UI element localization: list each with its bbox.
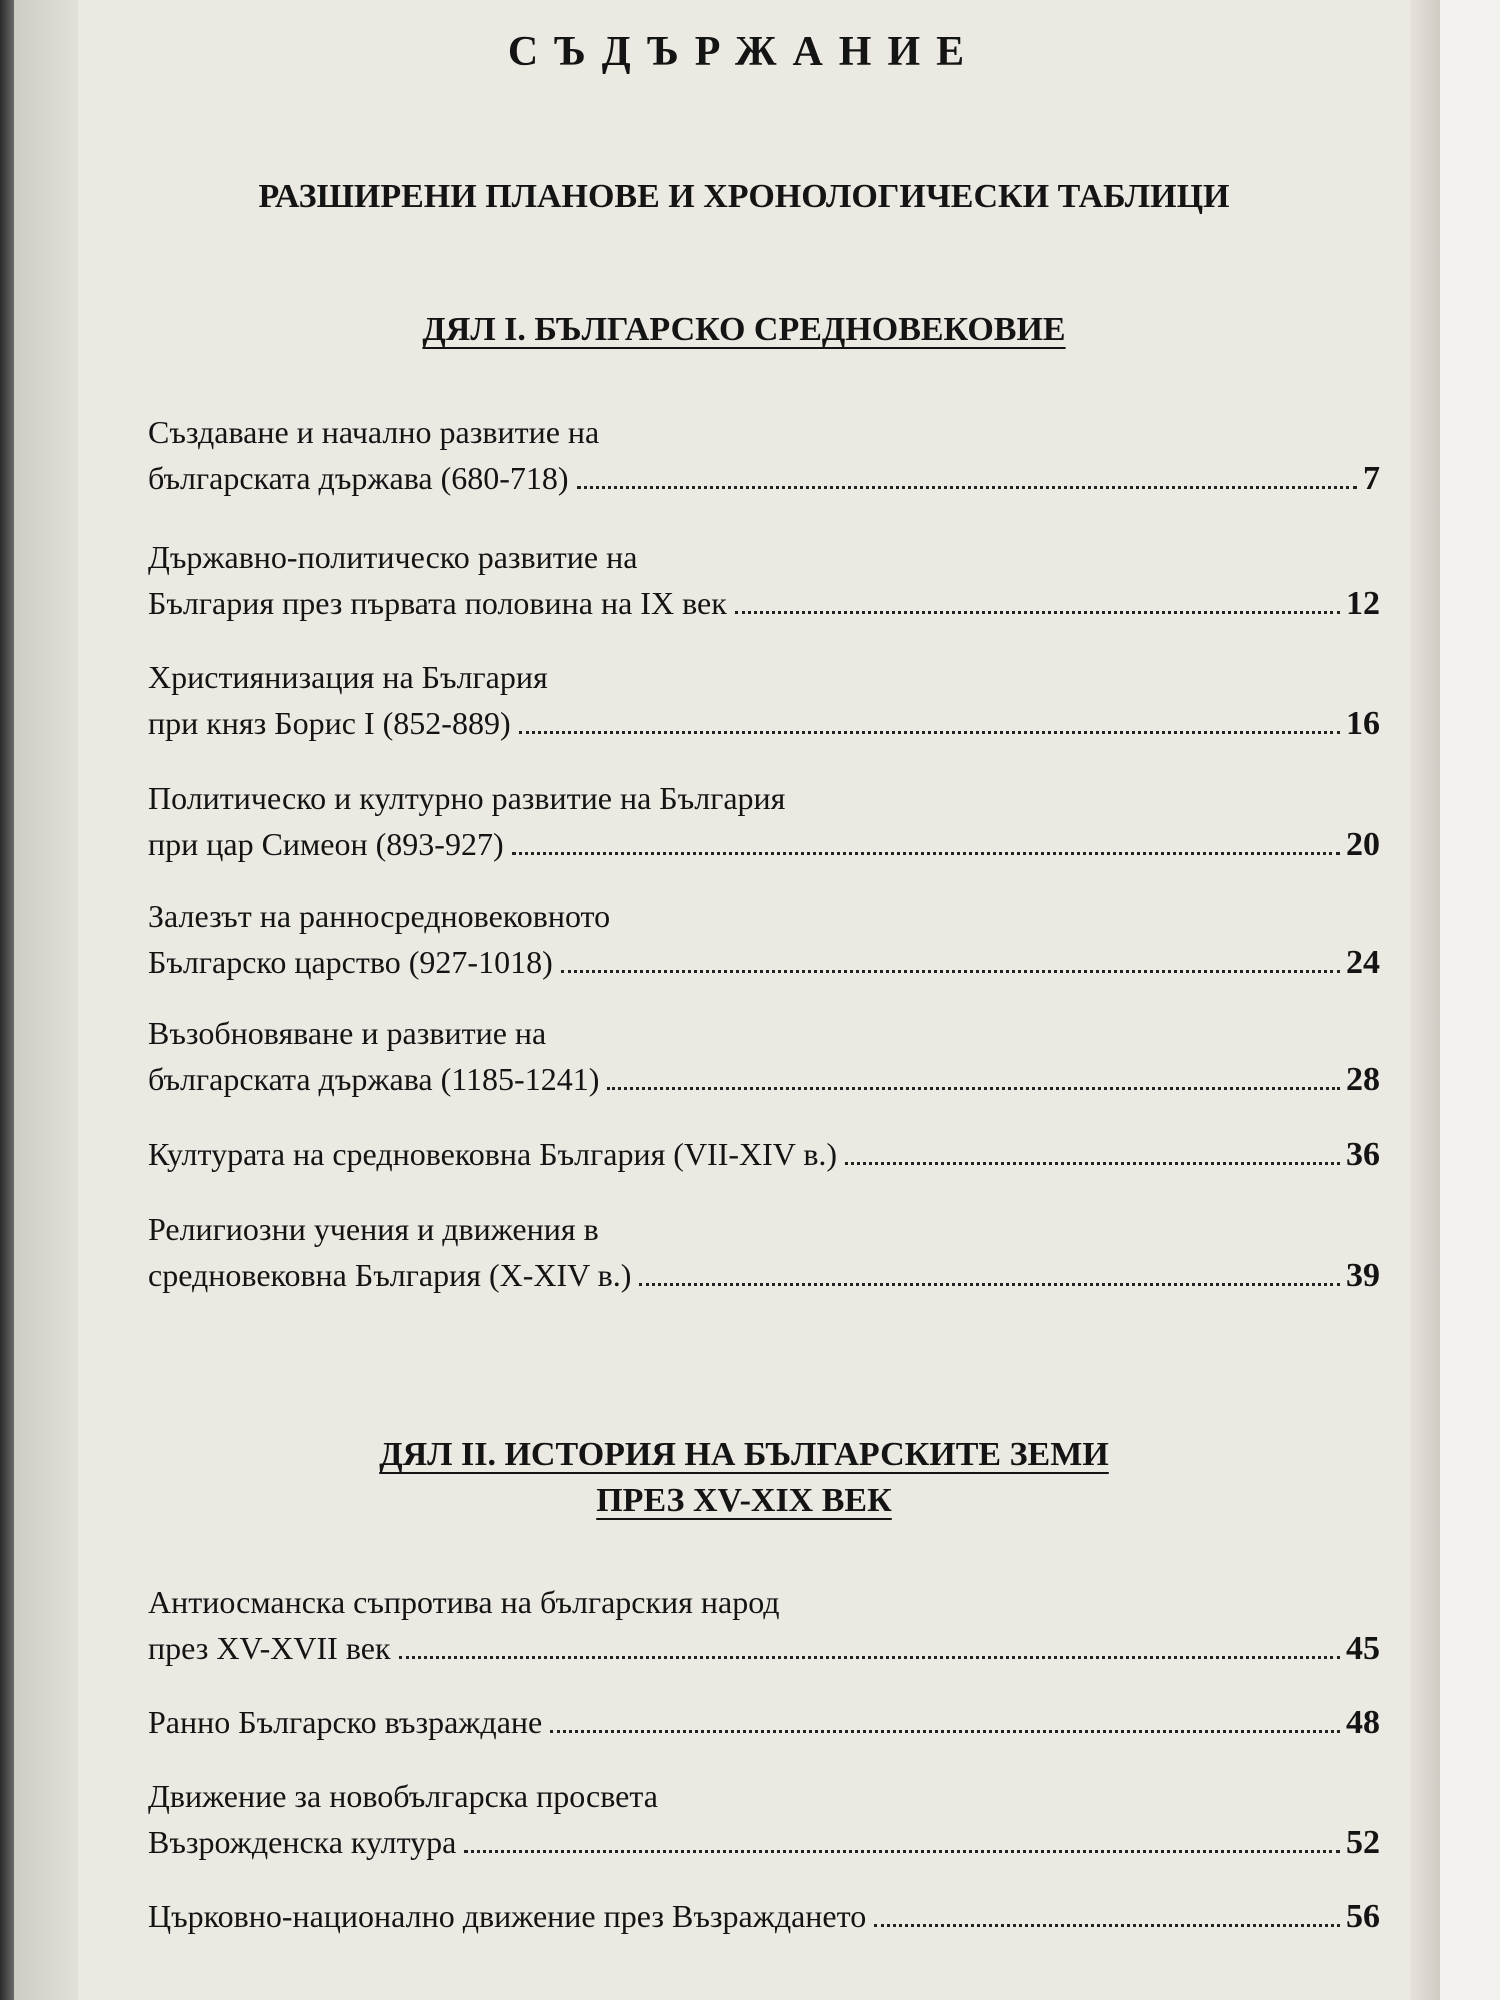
entry-title-line-2: при княз Борис I (852-889) — [148, 705, 511, 741]
entry-title-line-1: Религиозни учения и движения в — [148, 1211, 599, 1247]
book-spine — [0, 0, 14, 2000]
entry-title-line-1: Залезът на ранносредновековното — [148, 898, 611, 934]
facing-page — [1440, 0, 1500, 2000]
entry-title-line-1: Държавно-политическо развитие на — [148, 539, 638, 575]
dot-leader — [577, 486, 1357, 489]
dot-leader — [607, 1087, 1340, 1090]
entry-page-number: 36 — [1346, 1136, 1380, 1173]
entry-title-line-2: през XV-XVII век — [148, 1630, 391, 1666]
dot-leader — [519, 731, 1340, 734]
dot-leader — [512, 852, 1340, 855]
toc-entry[interactable] — [148, 654, 1380, 747]
entry-title-line-2: Културата на средновековна България (VII-XIV в.) — [148, 1136, 838, 1172]
toc-page — [78, 0, 1410, 2000]
dot-leader — [464, 1850, 1340, 1853]
entry-page-number: 12 — [1346, 585, 1380, 622]
entry-page-number: 48 — [1346, 1704, 1380, 1741]
dot-leader — [639, 1283, 1340, 1286]
entry-page-number: 52 — [1346, 1824, 1380, 1861]
section-heading-1-line-1: ДЯЛ I. БЪЛГАРСКО СРЕДНОВЕКОВИЕ — [422, 311, 1066, 348]
previous-page-edge — [14, 0, 78, 2000]
toc-entry[interactable] — [148, 1893, 1380, 1940]
toc-entry[interactable] — [148, 409, 1380, 502]
entry-page-number: 20 — [1346, 826, 1380, 863]
section-heading-2-line-1: ДЯЛ II. ИСТОРИЯ НА БЪЛГАРСКИТЕ ЗЕМИ — [379, 1436, 1109, 1473]
page-title: СЪДЪРЖАНИЕ — [507, 29, 981, 75]
entry-title-line-1: Антиосманска съпротива на българския народ — [148, 1584, 780, 1620]
entry-title-line-2: България през първата половина на IX век — [148, 585, 727, 621]
entry-title-line-1: Възобновяване и развитие на — [148, 1015, 547, 1051]
entry-title-line-2: българската държава (1185-1241) — [148, 1061, 600, 1097]
entry-title-line-2: българската държава (680-718) — [148, 460, 569, 496]
toc-entry[interactable] — [148, 1579, 1380, 1672]
entry-page-number: 28 — [1346, 1061, 1380, 1098]
entry-title-line-2: Българско царство (927-1018) — [148, 944, 553, 980]
entry-page-number: 16 — [1346, 705, 1380, 742]
entry-title-line-1: Създаване и начално развитие на — [148, 414, 600, 450]
entry-title-line-2: Възрожденска култура — [148, 1824, 457, 1860]
section-heading-2 — [78, 1432, 1410, 1524]
entry-title-line-2: Църковно-национално движение през Възраждането — [148, 1898, 867, 1934]
dot-leader — [550, 1730, 1340, 1733]
section-heading-1 — [78, 307, 1410, 353]
entry-title-line-2: Ранно Българско възраждане — [148, 1704, 543, 1740]
entry-title-line-1: Движение за новобългарска просвета — [148, 1778, 658, 1814]
toc-entry[interactable] — [148, 534, 1380, 627]
entry-title-line-2: средновековна България (X-XIV в.) — [148, 1257, 632, 1293]
dot-leader — [735, 611, 1340, 614]
dot-leader — [561, 970, 1340, 973]
page-gutter — [1410, 0, 1440, 2000]
toc-entry[interactable] — [148, 775, 1380, 868]
toc-entry[interactable] — [148, 1131, 1380, 1178]
entry-page-number: 45 — [1346, 1630, 1380, 1667]
entry-title-line-1: Политическо и културно развитие на България — [148, 780, 786, 816]
toc-entry[interactable] — [148, 1010, 1380, 1103]
entry-title-line-2: при цар Симеон (893-927) — [148, 826, 504, 862]
dot-leader — [845, 1162, 1340, 1165]
toc-entry[interactable] — [148, 1773, 1380, 1866]
toc-entry[interactable] — [148, 893, 1380, 986]
entry-page-number: 39 — [1346, 1257, 1380, 1294]
entry-page-number: 24 — [1346, 944, 1380, 981]
entry-page-number: 7 — [1363, 460, 1380, 497]
section-heading-2-line-2: ПРЕЗ XV-XIX ВЕК — [596, 1482, 892, 1519]
toc-entry[interactable] — [148, 1699, 1380, 1746]
dot-leader — [874, 1924, 1340, 1927]
entry-page-number: 56 — [1346, 1898, 1380, 1935]
toc-entry[interactable] — [148, 1206, 1380, 1299]
dot-leader — [399, 1656, 1341, 1659]
entry-title-line-1: Християнизация на България — [148, 659, 548, 695]
page-subtitle: РАЗШИРЕНИ ПЛАНОВЕ И ХРОНОЛОГИЧЕСКИ ТАБЛИЦИ — [258, 178, 1230, 215]
